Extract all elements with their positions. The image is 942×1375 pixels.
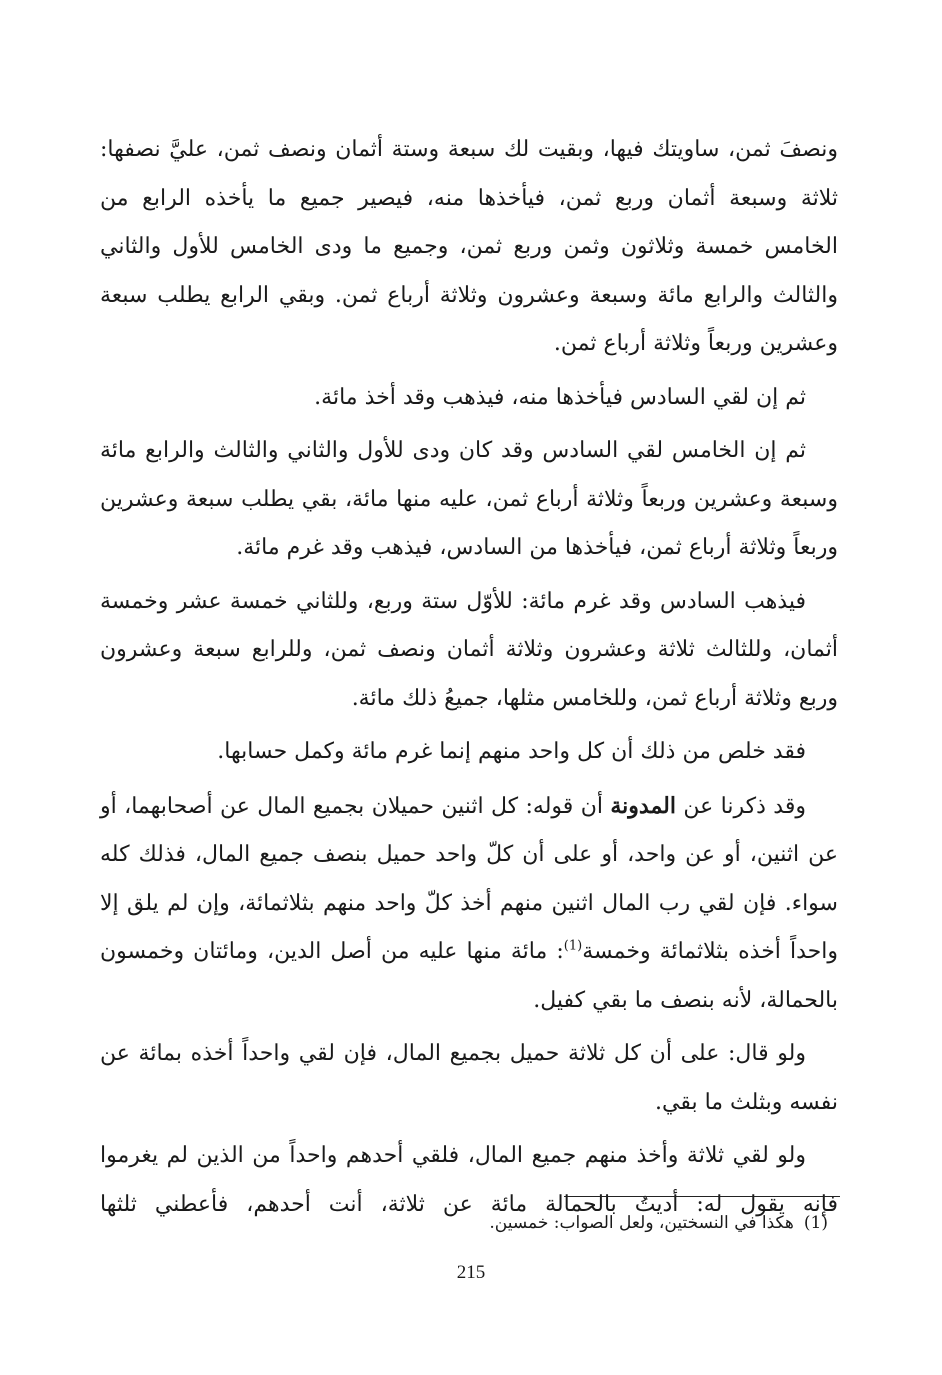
footnote-reference: (1): [563, 938, 583, 954]
footnote: [489, 1213, 828, 1233]
paragraph-2: ثم إن لقي السادس فيأخذها منه، فيذهب وقد أخذ مائة.: [314, 384, 806, 410]
page-number: 215: [456, 1262, 486, 1283]
paragraph-mudawwana: [100, 782, 838, 1026]
mudawwana-text-before: وقد ذكرنا عن: [676, 793, 806, 819]
footnote-separator: [564, 1196, 840, 1197]
footnote-text: هكذا في النسختين، ولعل الصواب: خمسين.: [489, 1213, 794, 1233]
paragraph-8: ولو لقي ثلاثة وأخذ منهم جميع المال، فلقي أحدهم واحداً من الذين لم يغرموا فإنه يقول له: أديتُ بالحمالة مائة عن ثلاثة، أنت أحدهم، فأعطني ثلثها: [100, 1143, 838, 1217]
paragraph-7: ولو قال: على أن كل ثلاثة حميل بجميع المال، فإن لقي واحداً أخذه بمائة عن نفسه وبثلث ما بقي.: [100, 1041, 838, 1115]
mudawwana-text-middle: أن قوله: كل اثنين حميلان بجميع المال عن أصحابهما، أو عن اثنين، أو عن واحد، أو على أن كلّ واحد حميل بنصف جميع المال، فذلك كله سواء. فإن لقي رب المال اثنين منهم أخذ كلّ واحد منهم بثلاثمائة، وإن لم يلق إلا واحداً أخذه بثلاثمائة وخمسة: [100, 793, 839, 964]
footnote-number: (1): [803, 1213, 828, 1233]
mudawwana-text-after: : مائة منها عليه من أصل الدين، ومائتان وخمسون بالحمالة، لأنه بنصف ما بقي كفيل.: [100, 939, 838, 1013]
page-body: [100, 126, 838, 1234]
paragraph-3: ثم إن الخامس لقي السادس وقد كان ودى للأول والثاني والثالث والرابع مائة وسبعة وعشرين وربعاً وثلاثة أرباع ثمن، عليه منها مائة، بقي يطلب سبعة وعشرين وربعاً وثلاثة أرباع ثمن، فيأخذها من السادس، فيذهب وقد غرم مائة.: [100, 438, 838, 560]
paragraph-5: فقد خلص من ذلك أن كل واحد منهم إنما غرم مائة وكمل حسابها.: [217, 739, 806, 764]
paragraph-4: فيذهب السادس وقد غرم مائة: للأوّل ستة وربع، وللثاني خمسة عشر وخمسة أثمان، وللثالث ثلاثة وعشرون وثلاثة أثمان ونصف ثمن، وللرابع سبعة وعشرون وربع وثلاثة أرباع ثمن، وللخامس مثلها، جميعُ ذلك مائة.: [100, 588, 838, 711]
mudawwana-title: المدونة: [610, 792, 676, 819]
paragraph-1: ونصفَ ثمن، ساويتك فيها، وبقيت لك سبعة وستة أثمان ونصف ثمن، عليَّ نصفها: ثلاثة وسبعة أثمان وربع ثمن، فيأخذها منه، فيصير جميع ما يأخذه الرابع من الخامس خمسة وثلاثون وثمن وربع ثمن، وجميع ما ودى الخامس للأول والثاني والثالث والرابع مائة وسبعة وعشرون وثلاثة أرباع ثمن. وبقي الرابع يطلب سبعة وعشرين وربعاً وثلاثة أرباع ثمن.: [100, 137, 838, 356]
